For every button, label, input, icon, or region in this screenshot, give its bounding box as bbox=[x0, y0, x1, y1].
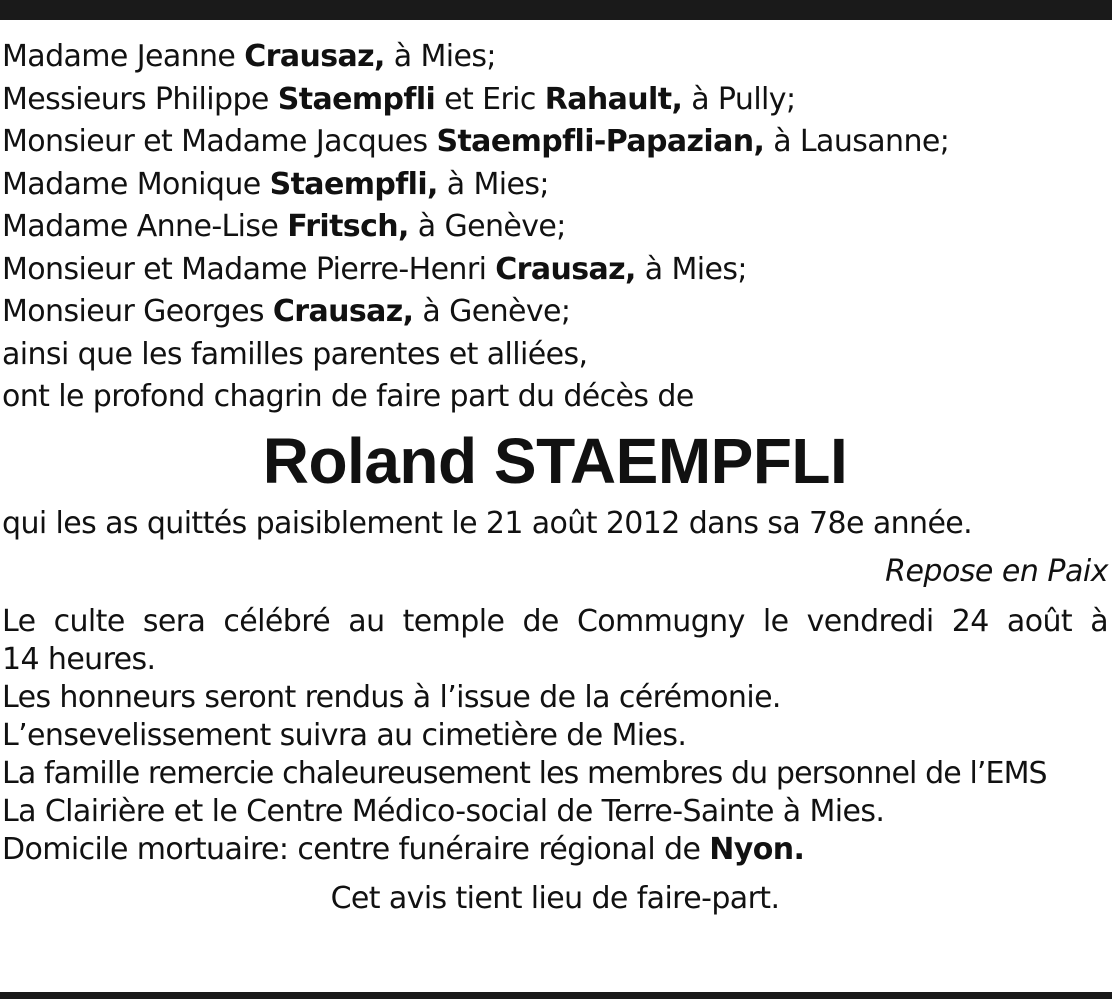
mourner-text: Madame Jeanne bbox=[2, 39, 245, 74]
mourner-surname: Crausaz, bbox=[244, 39, 385, 74]
mourner-location: à Pully; bbox=[682, 81, 796, 117]
mourner-text: Monsieur et Madame Jacques bbox=[2, 124, 437, 159]
mourner-text: Madame Anne-Lise bbox=[2, 209, 288, 244]
closing-line: Cet avis tient lieu de faire-part. bbox=[330, 881, 780, 916]
mourner-line bbox=[2, 121, 1108, 164]
mourner-location: à Mies; bbox=[384, 39, 496, 74]
mourner-surname: Staempfli, bbox=[269, 166, 438, 202]
service-time: 14 heures. bbox=[2, 642, 156, 677]
mourner-line bbox=[2, 249, 1108, 292]
mourner-location: à Mies; bbox=[437, 166, 549, 202]
mortuary-text: Domicile mortuaire: centre funéraire régional de bbox=[2, 832, 710, 867]
mourner-surname: Fritsch, bbox=[287, 209, 409, 244]
deceased-name: Roland STAEMPFLI bbox=[262, 424, 848, 497]
mourner-surname: Crausaz, bbox=[272, 294, 414, 329]
mortuary-line bbox=[2, 831, 1108, 869]
mourner-line bbox=[2, 79, 1108, 122]
thanks-line: La famille remercie chaleureusement les membres du personnel de l’EMS bbox=[2, 756, 1047, 791]
mourner-location: à Genève; bbox=[413, 294, 571, 329]
burial-line: L’ensevelissement suivra au cimetière de Mies. bbox=[2, 718, 687, 753]
mourner-surname: Rahault, bbox=[544, 81, 683, 117]
mourner-text: Messieurs Philippe bbox=[2, 81, 278, 117]
details-block bbox=[2, 641, 1108, 869]
mortuary-city: Nyon. bbox=[709, 832, 805, 867]
mourner-surname: Staempfli bbox=[277, 81, 436, 117]
mourner-text: Monsieur et Madame Pierre-Henri bbox=[2, 251, 496, 287]
top-border-rule bbox=[0, 0, 1112, 20]
mourner-location: à Genève; bbox=[408, 209, 566, 244]
mourners-list bbox=[2, 36, 1108, 419]
obituary-notice bbox=[2, 36, 1108, 919]
announcement-line: ont le profond chagrin de faire part du décès de bbox=[2, 379, 694, 414]
mourner-location: à Mies; bbox=[635, 251, 747, 287]
rest-in-peace: Repose en Paix bbox=[885, 554, 1108, 589]
service-line: Le culte sera célébré au temple de Commugny le vendredi 24 août à bbox=[2, 604, 1108, 639]
thanks-line: La Clairière et le Centre Médico-social de Terre-Sainte à Mies. bbox=[2, 794, 885, 829]
passing-line: qui les as quittés paisiblement le 21 août 2012 dans sa 78e année. bbox=[2, 505, 973, 541]
bottom-border-rule bbox=[0, 992, 1112, 999]
mourner-text: Madame Monique bbox=[2, 166, 270, 202]
mourner-text: Monsieur Georges bbox=[2, 294, 273, 329]
mourner-line bbox=[2, 164, 1108, 207]
mourner-line bbox=[2, 206, 1108, 249]
mourner-surname: Crausaz, bbox=[495, 251, 636, 287]
mourner-line bbox=[2, 36, 1108, 79]
mourner-surname: Staempfli-Papazian, bbox=[436, 124, 765, 159]
families-line: ainsi que les familles parentes et alliées, bbox=[2, 336, 588, 372]
honours-line: Les honneurs seront rendus à l’issue de la cérémonie. bbox=[2, 680, 781, 715]
mourner-text: et Eric bbox=[435, 81, 545, 117]
mourner-location: à Lausanne; bbox=[764, 124, 950, 159]
mourner-line bbox=[2, 291, 1108, 334]
